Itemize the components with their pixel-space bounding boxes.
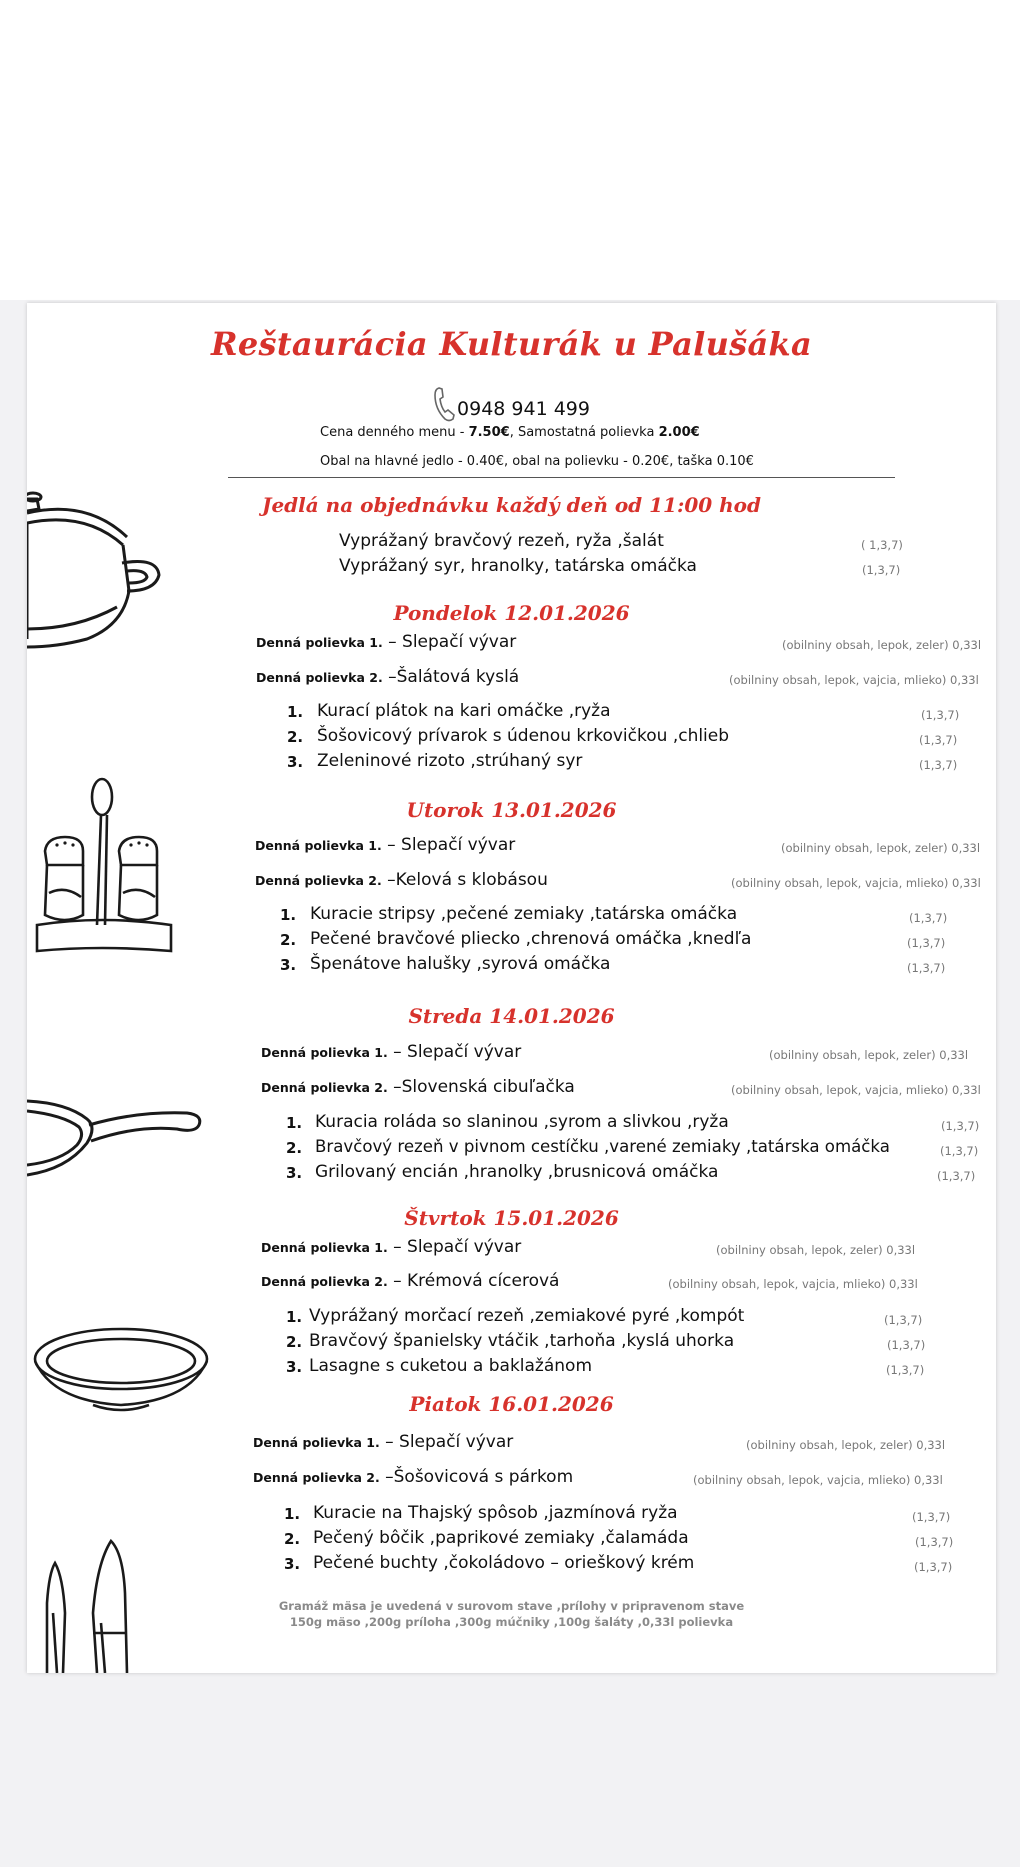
wednesday-dish-1: Kuracia roláda so slaninou ,syrom a slivkou ,ryža xyxy=(315,1112,729,1132)
soup-label: Denná polievka 1. xyxy=(253,1435,380,1450)
tuesday-soup-2-allergens: (obilniny obsah, lepok, vajcia, mlieko) 0,33l xyxy=(731,876,981,890)
friday-dish-2-num: 2. xyxy=(284,1530,301,1548)
soup-name: – Krémová cícerová xyxy=(387,1271,560,1291)
daily-item-1: Vyprážaný bravčový rezeň, ryža ,šalát xyxy=(339,531,664,551)
soup-label: Denná polievka 1. xyxy=(255,838,382,853)
phone-icon xyxy=(433,385,455,423)
thursday-dish-3-num: 3. xyxy=(286,1358,303,1376)
soup-name: – Slepačí vývar xyxy=(387,1237,522,1257)
price-line-a: Cena denného menu - xyxy=(320,425,469,440)
wednesday-dish-2-allergens: (1,3,7) xyxy=(940,1144,979,1158)
tuesday-dish-2-allergens: (1,3,7) xyxy=(907,936,946,950)
thursday-soup-1 xyxy=(261,1237,521,1257)
monday-dish-1-num: 1. xyxy=(287,703,304,721)
thursday-dish-3-allergens: (1,3,7) xyxy=(886,1363,925,1377)
soup-name: – Slepačí vývar xyxy=(387,1042,522,1062)
tuesday-dish-2: Pečené bravčové pliecko ,chrenová omáčka ,knedľa xyxy=(310,929,752,949)
packaging-line: Obal na hlavné jedlo - 0.40€, obal na polievku - 0.20€, taška 0.10€ xyxy=(320,454,754,469)
tuesday-dish-1-num: 1. xyxy=(280,906,297,924)
friday-dish-2-allergens: (1,3,7) xyxy=(915,1535,954,1549)
thursday-soup-2-allergens: (obilniny obsah, lepok, vajcia, mlieko) 0,33l xyxy=(668,1277,918,1291)
monday-dish-3-num: 3. xyxy=(287,753,304,771)
soup-name: –Slovenská cibuľačka xyxy=(387,1077,575,1097)
soup-label: Denná polievka 2. xyxy=(253,1470,380,1485)
soup-name: –Šalátová kyslá xyxy=(382,667,520,687)
thursday-dish-2: Bravčový španielsky vtáčik ,tarhoňa ,kyslá uhorka xyxy=(309,1331,735,1351)
wednesday-soup-1-allergens: (obilniny obsah, lepok, zeler) 0,33l xyxy=(769,1048,969,1062)
friday-dish-3-allergens: (1,3,7) xyxy=(914,1560,953,1574)
menu-price: 7.50€ xyxy=(468,425,510,440)
wednesday-dish-3: Grilovaný encián ,hranolky ,brusnicová omáčka xyxy=(315,1162,719,1182)
monday-dish-1: Kurací plátok na kari omáčke ,ryža xyxy=(317,701,611,721)
day-heading-thursday: Štvrtok 15.01.2026 xyxy=(404,1206,619,1230)
friday-soup-2 xyxy=(253,1467,573,1487)
day-heading-friday: Piatok 16.01.2026 xyxy=(409,1392,614,1416)
monday-soup-1-allergens: (obilniny obsah, lepok, zeler) 0,33l xyxy=(782,638,982,652)
daily-heading: Jedlá na objednávku každý deň od 11:00 hod xyxy=(261,493,762,517)
menu-page xyxy=(27,303,996,1673)
friday-soup-1-allergens: (obilniny obsah, lepok, zeler) 0,33l xyxy=(746,1438,946,1452)
monday-soup-2 xyxy=(256,667,519,687)
footer-note-1: Gramáž mäsa je uvedená v surovom stave ,prílohy v pripravenom stave xyxy=(278,1599,745,1613)
thursday-dish-3: Lasagne s cuketou a baklažánom xyxy=(309,1356,593,1376)
tuesday-dish-3: Špenátove halušky ,syrová omáčka xyxy=(310,954,611,974)
soup-name: –Šošovicová s párkom xyxy=(379,1467,574,1487)
price-line xyxy=(320,425,700,440)
soup-name: – Slepačí vývar xyxy=(382,632,517,652)
header-divider xyxy=(228,477,895,478)
tuesday-dish-3-allergens: (1,3,7) xyxy=(907,961,946,975)
day-heading-monday: Pondelok 12.01.2026 xyxy=(393,601,630,625)
soup-label: Denná polievka 1. xyxy=(256,635,383,650)
daily-item-2: Vyprážaný syr, hranolky, tatárska omáčka xyxy=(339,556,697,576)
thursday-dish-1: Vyprážaný morčací rezeň ,zemiakové pyré ,kompót xyxy=(309,1306,745,1326)
wednesday-dish-1-allergens: (1,3,7) xyxy=(941,1119,980,1133)
monday-soup-2-allergens: (obilniny obsah, lepok, vajcia, mlieko) 0,33l xyxy=(729,673,979,687)
soup-label: Denná polievka 2. xyxy=(261,1080,388,1095)
soup-label: Denná polievka 1. xyxy=(261,1045,388,1060)
wednesday-dish-2: Bravčový rezeň v pivnom cestíčku ,varené zemiaky ,tatárska omáčka xyxy=(315,1137,890,1156)
soup-label: Denná polievka 2. xyxy=(256,670,383,685)
soup-name: – Slepačí vývar xyxy=(379,1432,514,1452)
wednesday-dish-1-num: 1. xyxy=(286,1114,303,1132)
tuesday-dish-1-allergens: (1,3,7) xyxy=(909,911,948,925)
day-heading-tuesday: Utorok 13.01.2026 xyxy=(406,798,617,822)
wednesday-dish-3-allergens: (1,3,7) xyxy=(937,1169,976,1183)
monday-dish-3: Zeleninové rizoto ,strúhaný syr xyxy=(317,751,583,771)
monday-dish-1-allergens: (1,3,7) xyxy=(921,708,960,722)
soup-name: – Slepačí vývar xyxy=(381,835,516,855)
thursday-soup-2 xyxy=(261,1271,559,1291)
friday-dish-2: Pečený bôčik ,paprikové zemiaky ,čalamáda xyxy=(313,1528,689,1548)
monday-dish-3-allergens: (1,3,7) xyxy=(919,758,958,772)
soup-label: Denná polievka 2. xyxy=(255,873,382,888)
tuesday-dish-3-num: 3. xyxy=(280,956,297,974)
tuesday-dish-1: Kuracie stripsy ,pečené zemiaky ,tatárska omáčka xyxy=(310,904,738,924)
restaurant-title: Reštaurácia Kulturák u Palušáka xyxy=(210,325,813,363)
phone-number: 0948 941 499 xyxy=(457,398,590,420)
thursday-dish-1-allergens: (1,3,7) xyxy=(884,1313,923,1327)
wednesday-soup-2-allergens: (obilniny obsah, lepok, vajcia, mlieko) 0,33l xyxy=(731,1083,981,1097)
monday-dish-2-allergens: (1,3,7) xyxy=(919,733,958,747)
day-heading-wednesday: Streda 14.01.2026 xyxy=(408,1004,615,1028)
monday-soup-1 xyxy=(256,632,516,652)
thursday-dish-2-num: 2. xyxy=(286,1333,303,1351)
tuesday-soup-1-allergens: (obilniny obsah, lepok, zeler) 0,33l xyxy=(781,841,981,855)
soup-name: –Kelová s klobásou xyxy=(381,870,548,890)
thursday-soup-1-allergens: (obilniny obsah, lepok, zeler) 0,33l xyxy=(716,1243,916,1257)
phone-line xyxy=(27,385,996,423)
wednesday-dish-3-num: 3. xyxy=(286,1164,303,1182)
wednesday-soup-1 xyxy=(261,1042,521,1062)
friday-dish-1-allergens: (1,3,7) xyxy=(912,1510,951,1524)
thursday-dish-2-allergens: (1,3,7) xyxy=(887,1338,926,1352)
daily-item-1-allergens: ( 1,3,7) xyxy=(861,538,903,552)
monday-dish-2-num: 2. xyxy=(287,728,304,746)
friday-dish-3: Pečené buchty ,čokoládovo – orieškový krém xyxy=(313,1553,695,1573)
wednesday-dish-2-num: 2. xyxy=(286,1139,303,1157)
top-blank-area xyxy=(0,0,1020,300)
monday-dish-2: Šošovicový prívarok s údenou krkovičkou ,chlieb xyxy=(317,726,730,746)
tuesday-dish-2-num: 2. xyxy=(280,931,297,949)
friday-soup-1 xyxy=(253,1432,513,1452)
price-line-b: , Samostatná polievka xyxy=(509,425,659,440)
daily-item-2-allergens: (1,3,7) xyxy=(862,563,901,577)
tuesday-soup-1 xyxy=(255,835,515,855)
soup-label: Denná polievka 2. xyxy=(261,1274,388,1289)
footer-note-2: 150g mäso ,200g príloha ,300g múčniky ,100g šaláty ,0,33l polievka xyxy=(289,1615,734,1629)
friday-soup-2-allergens: (obilniny obsah, lepok, vajcia, mlieko) 0,33l xyxy=(693,1473,943,1487)
thursday-dish-1-num: 1. xyxy=(286,1308,303,1326)
soup-price: 2.00€ xyxy=(658,425,700,440)
frying-pan-icon xyxy=(27,1083,207,1193)
wednesday-soup-2 xyxy=(261,1077,575,1097)
friday-dish-1: Kuracie na Thajský spôsob ,jazmínová ryža xyxy=(313,1503,678,1523)
tuesday-soup-2 xyxy=(255,870,548,890)
friday-dish-1-num: 1. xyxy=(284,1505,301,1523)
friday-dish-3-num: 3. xyxy=(284,1555,301,1573)
soup-label: Denná polievka 1. xyxy=(261,1240,388,1255)
